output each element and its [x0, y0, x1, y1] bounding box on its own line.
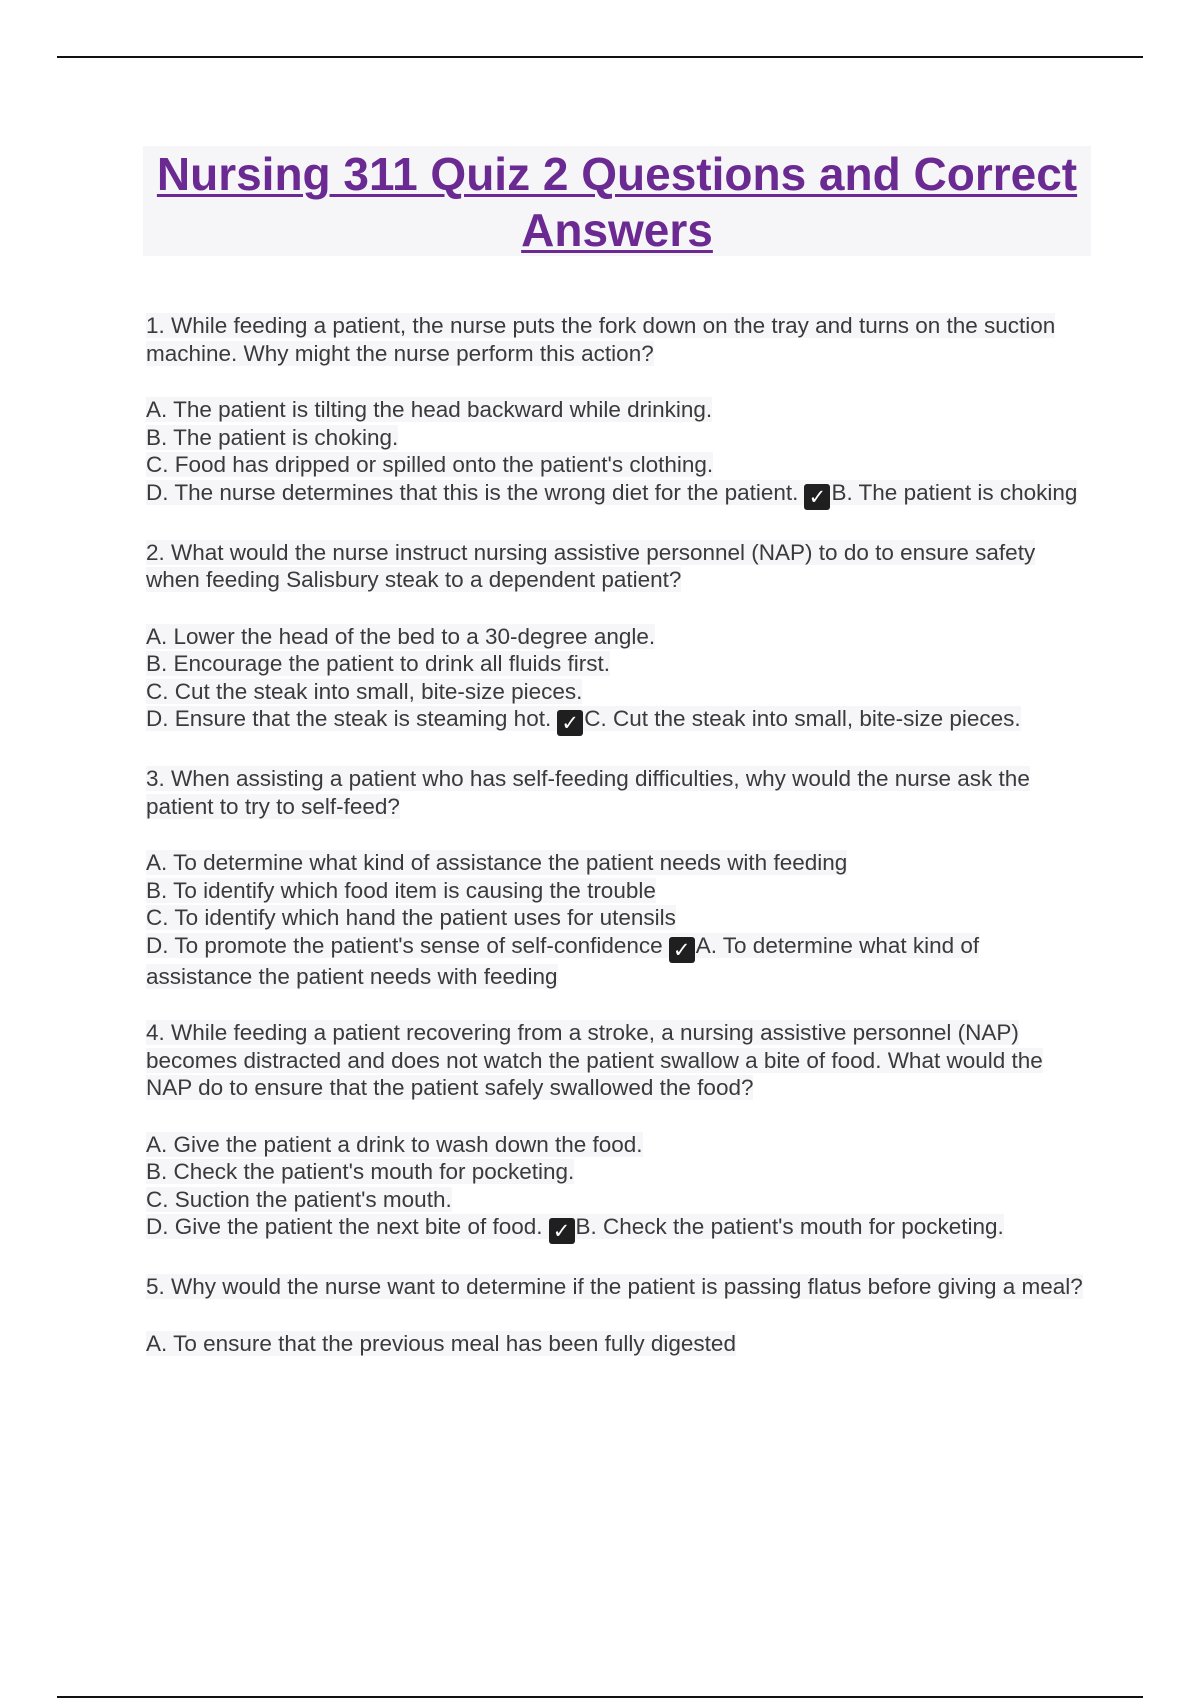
question-text: [146, 312, 1090, 367]
title-banner: [143, 146, 1091, 256]
check-mark-icon: ✓: [669, 937, 695, 963]
check-mark-icon: ✓: [557, 710, 583, 736]
correct-answer: A. To determine what kind of assistance the patient needs with feeding: [146, 932, 980, 989]
answer-option: [146, 705, 1090, 736]
question-text: [146, 765, 1090, 820]
answer-option: [146, 849, 1090, 877]
correct-answer: C. Cut the steak into small, bite-size pieces.: [584, 706, 1021, 731]
answer-option: [146, 424, 1090, 452]
question-text: [146, 1019, 1090, 1102]
answer-option: [146, 451, 1090, 479]
answer-option-text: A. To determine what kind of assistance the patient needs with feeding: [146, 850, 848, 875]
question-text-value: 2. What would the nurse instruct nursing assistive personnel (NAP) to do to ensure safety when feeding Salisbury steak to a dependent patient?: [146, 539, 1036, 592]
correct-answer: B. The patient is choking: [831, 479, 1078, 505]
answer-option-text: B. Check the patient's mouth for pocketing.: [146, 1159, 575, 1184]
answer-option: [146, 877, 1090, 905]
answer-option: [146, 678, 1090, 706]
question-text: [146, 1273, 1090, 1301]
answer-option-text: D. The nurse determines that this is the wrong diet for the patient.: [146, 479, 799, 505]
answer-option-text: B. Encourage the patient to drink all fluids first.: [146, 651, 610, 676]
answer-option: [146, 623, 1090, 651]
answer-option-text: A. To ensure that the previous meal has been fully digested: [146, 1330, 736, 1356]
question-5: [146, 1273, 1090, 1357]
correct-answer: B. Check the patient's mouth for pocketing.: [575, 1214, 1004, 1239]
check-mark-icon: ✓: [804, 484, 830, 510]
answer-option: [146, 904, 1090, 932]
answer-option-text: A. The patient is tilting the head backward while drinking.: [146, 397, 713, 422]
answer-option-text: C. Food has dripped or spilled onto the patient's clothing.: [146, 452, 714, 477]
answer-option: [146, 1158, 1090, 1186]
question-4: [146, 1019, 1090, 1244]
answer-option: [146, 1131, 1090, 1159]
answer-option: [146, 932, 1090, 991]
answer-option-text: B. The patient is choking.: [146, 424, 399, 450]
answer-option-text: A. Give the patient a drink to wash down the food.: [146, 1131, 643, 1157]
answer-option: [146, 1186, 1090, 1214]
answer-option-text: B. To identify which food item is causing the trouble: [146, 877, 656, 903]
question-text-value: 5. Why would the nurse want to determine if the patient is passing flatus before giving a meal?: [146, 1274, 1083, 1299]
answer-option: [146, 1330, 1090, 1358]
answer-option: [146, 1213, 1090, 1244]
answer-option: [146, 396, 1090, 424]
answer-option: [146, 479, 1090, 510]
top-rule: [57, 56, 1143, 58]
check-mark-icon: ✓: [549, 1218, 575, 1244]
question-3: [146, 765, 1090, 990]
answer-option-text: C. Cut the steak into small, bite-size pieces.: [146, 678, 583, 704]
answer-option-text: D. To promote the patient's sense of self-confidence: [146, 932, 663, 958]
answer-option: [146, 650, 1090, 678]
question-1: [146, 312, 1090, 510]
answer-option-text: A. Lower the head of the bed to a 30-degree angle.: [146, 623, 656, 649]
question-text-value: 1. While feeding a patient, the nurse puts the fork down on the tray and turns on the suction machine. Why might the nurse perform this action?: [146, 313, 1056, 366]
quiz-content: [146, 312, 1090, 1386]
answer-option-text: D. Give the patient the next bite of food.: [146, 1214, 543, 1239]
question-2: [146, 539, 1090, 737]
bottom-rule: [57, 1696, 1143, 1698]
question-text-value: 4. While feeding a patient recovering from a stroke, a nursing assistive personnel (NAP) becomes distracted and does not watch the patient swallow a bite of food. What would the NAP do to ensure that the patient safely swallowed the food?: [146, 1020, 1043, 1100]
question-text: [146, 539, 1090, 594]
answer-option-text: C. To identify which hand the patient uses for utensils: [146, 905, 676, 930]
answer-option-text: C. Suction the patient's mouth.: [146, 1186, 452, 1212]
document-title: Nursing 311 Quiz 2 Questions and Correct Answers: [156, 148, 1078, 256]
question-text-value: 3. When assisting a patient who has self-feeding difficulties, why would the nurse ask the patient to try to self-feed?: [146, 766, 1030, 819]
answer-option-text: D. Ensure that the steak is steaming hot.: [146, 706, 552, 731]
